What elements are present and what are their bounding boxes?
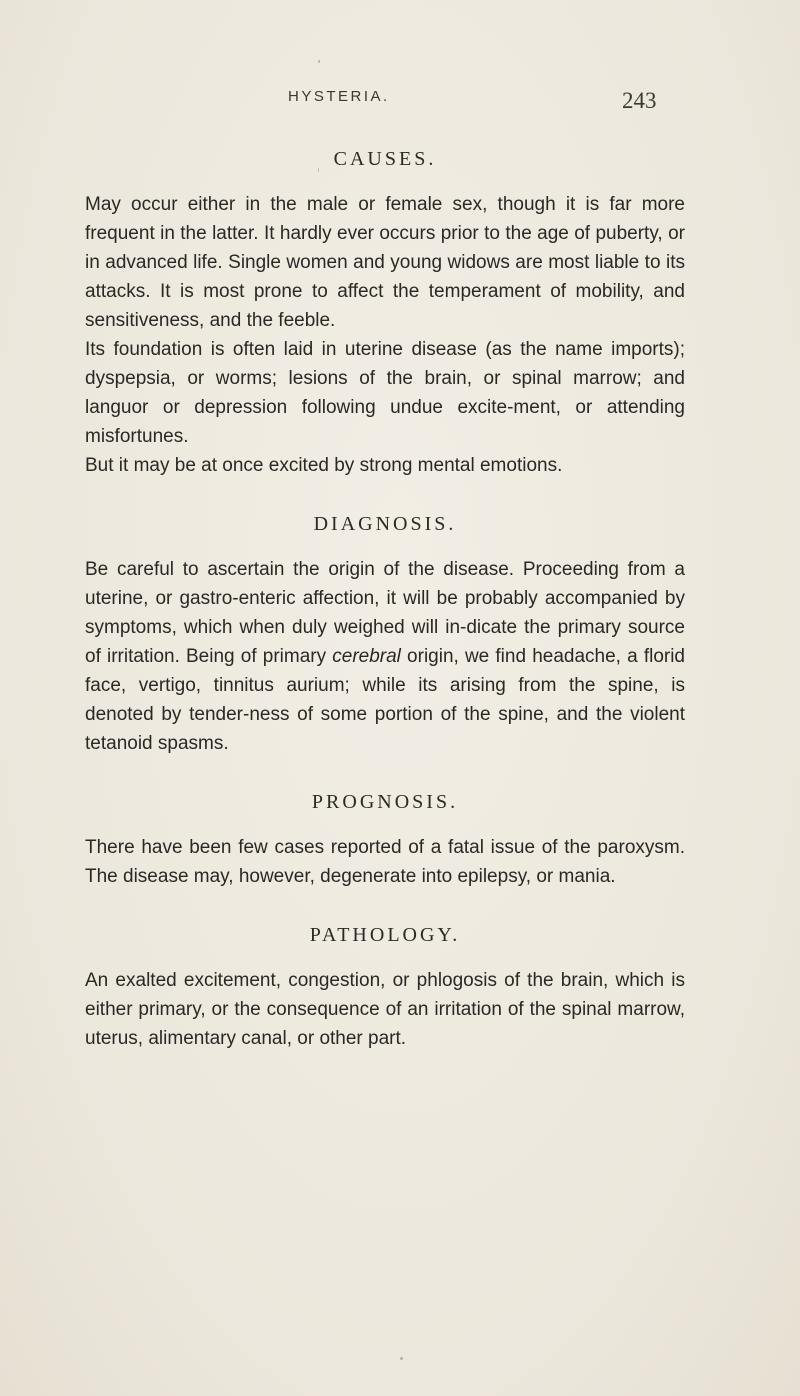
running-title: HYSTERIA. [288, 88, 390, 105]
section-heading-pathology: PATHOLOGY. [309, 924, 461, 946]
causes-paragraph-3: But it may be at once excited by strong mental emotions. [85, 455, 563, 476]
section-diagnosis [85, 513, 685, 758]
page-number: 243 [622, 88, 657, 113]
causes-paragraph-1: May occur either in the male or female sex, though it is far more frequent in the latter. It hardly ever occurs prior to the age of puberty, or in advanced life. Single women and young widows are most liable to its attacks. It is most prone to affect the temperament of mobility, and sensitiveness, and the feeble. [85, 194, 685, 331]
section-causes [85, 148, 685, 480]
page-content [85, 148, 685, 1053]
prognosis-paragraph: There have been few cases reported of a fatal issue of the paroxysm. The disease may, however, degenerate into epilepsy, or mania. [85, 837, 685, 887]
diagnosis-emphasis: cerebral [332, 646, 401, 667]
section-heading-causes: CAUSES. [333, 148, 437, 170]
paper-speck [318, 60, 320, 63]
causes-paragraph-2: Its foundation is often laid in uterine disease (as the name imports); dyspepsia, or worms; lesions of the brain, or spinal marrow; and languor or depression following undue excite-ment, or attending misfortunes. [85, 339, 685, 447]
paper-speck [400, 1357, 403, 1360]
section-prognosis [85, 791, 685, 891]
diagnosis-text-part-2: origin, we find headache, a florid face, vertigo, tinnitus aurium; while its arising from the spine, is denoted by tender-ness of some portion of the spine, and the violent tetanoid spasms. [85, 646, 685, 754]
diagnosis-paragraph [85, 555, 685, 758]
running-head [0, 88, 800, 118]
diagnosis-text-part-1: Be careful to ascertain the origin of the disease. Proceeding from a uterine, or gastro-enteric affection, it will be probably accompanied by symptoms, which when duly weighed will in-dicate the primary source of irritation. Being of primary [85, 559, 685, 667]
section-heading-prognosis: PROGNOSIS. [311, 791, 459, 813]
section-pathology [85, 924, 685, 1053]
pathology-paragraph: An exalted excitement, congestion, or phlogosis of the brain, which is either primary, or the consequence of an irritation of the spinal marrow, uterus, alimentary canal, or other part. [85, 970, 685, 1049]
section-heading-diagnosis: DIAGNOSIS. [313, 513, 457, 535]
